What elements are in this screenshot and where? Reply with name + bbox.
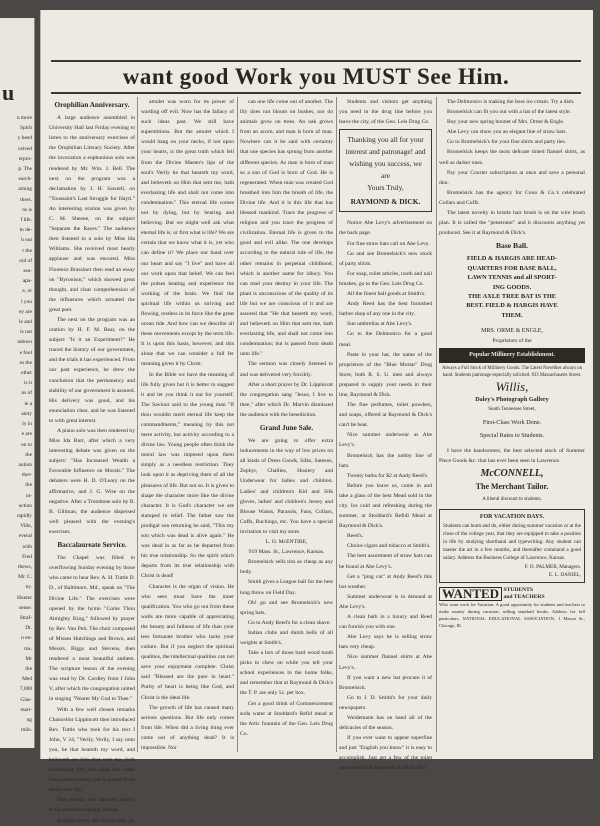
prev-page-line-fragment: ey are	[18, 308, 32, 315]
vacation-heading: FOR VACATION DAYS.	[479, 514, 545, 521]
column-3	[240, 97, 333, 752]
paragraph: Go and see Bromelsick's new stock of party shirts.	[339, 250, 432, 267]
paragraph: In olden times, the Doctor said, an	[57, 817, 135, 824]
baseball-ad-line: QUARTERS FOR BASE BALL,	[467, 264, 557, 272]
prev-page-line-fragment: to de-	[19, 227, 32, 234]
prev-page-line-fragment: Fred	[22, 553, 32, 560]
column-5	[439, 97, 585, 752]
prev-page-line-fragment: nt-	[26, 492, 32, 499]
column-rule	[336, 97, 337, 752]
paragraph: Choice cigars and tobacco at Smith's.	[347, 543, 431, 550]
millinery-heading: MRS. ORME & ENGLE,	[481, 328, 543, 335]
paragraph: Andy Reed has the best furnished barber shop of any one in the city.	[339, 301, 432, 318]
vacation-signature: F. O. PALMER, Managers.	[524, 563, 581, 570]
prev-page-line-fragment: r the	[22, 247, 32, 254]
paragraph: Bromelsick has the nobby line of hats.	[339, 452, 432, 469]
prev-page-line-fragment: with	[22, 543, 32, 550]
prev-page-line-fragment: l you	[21, 298, 32, 305]
paragraph: The Delmonico is making the boss ice cream. Try a dish.	[447, 99, 575, 105]
box-ad-line: Thanking you all for your	[347, 135, 424, 145]
newspaper-page	[40, 10, 593, 824]
paragraph: If you want a new hat procure it of Bromelsick.	[339, 674, 432, 691]
box-ad-line: wishing you success, we are	[349, 159, 422, 181]
prev-page-line-fragment: n en-	[21, 635, 32, 642]
paragraph: Go to Andy Reed's for a clean shave.	[248, 619, 331, 626]
paragraph: In the Bible we have the meaning of life fully given but it is better to suggest it and let you think it out for yourself. The Saviour said to the young man "If thou wouldst merit eternal life keep the commandments," meaning by this not mere activity, but activity according to a divine law. Young people often think the moral law was imposed upon them simply as a needless restriction. They look upon it as depriving them of all the pleasures of life. But not so. It is given to shape the character more like the divine character. It is God's character we are stamped in relief. The father saw the prodigal son returning he said, "This my son which was dead is alive again." He was dead in as far as he departed from his true relationship. So the spirit which departs from its true relationship with Christ is dead!	[141, 371, 234, 580]
paragraph: Indian clubs and dumb bells of all weights at Smith's.	[240, 629, 333, 646]
prev-page-line-fragment: thers.	[20, 196, 32, 203]
vacation-body: Students can learn and do, either during summer vacation or at the close of the college year, that they are equipped to take a position in life by studying shorthand and typewriting. Any student can master the art in a few months, and thereafter command a good salary. Address the Business College of Lawrence, Kansas.	[443, 522, 581, 562]
paragraph: Take a box of those hard wood tooth picks to chew on while you tell your school experiences to the home folks, and remember that at Raymond & Dick's the T. P. are only 5c. per box.	[240, 650, 333, 697]
paragraph: Bromelsick sells tins as cheap as any body.	[240, 559, 333, 576]
prev-page-line-fragment: ns of	[21, 390, 32, 397]
section-heading: Baccalaureate Service.	[57, 541, 127, 550]
baseball-ad-line: BEST. FIELD & HARGIS HAVE	[466, 302, 558, 310]
millinery-body: Always a Full Stock of Millinery Goods. The Latest Novelties always on hand. Students patronage especially solicited. 833 Massachusetts Street.	[441, 365, 583, 378]
prev-page-line-fragment: rapidly	[16, 512, 32, 519]
paragraph: Bromelsick can fit you out with a hat of the latest style.	[447, 109, 571, 116]
prev-page-line-fragment: sense.	[18, 604, 32, 611]
paragraph: Go to J. D. Smith's for your daily newspapers.	[339, 694, 432, 711]
paragraph: If you ever want to appear superfine and just "English you know" it is easy to accomplish. Just get a few of the toilet necessities that Raymond & Dick offer.	[339, 735, 432, 772]
wanted-sub: STUDENTS	[503, 587, 534, 594]
column-rule	[137, 97, 138, 752]
paragraph: A piano solo was then rendered by Miss Ida Burr, after which a very interesting debate was given on the subject: "Has Increased Wealth a Favorable Influence on Morals." The debaters were H. D. O'Leary on the affirmative, and J. G. Wise on the negative. After a Trombone solo by R. B. Gillman, the audience dispersed well pleased with the evening's exercises.	[49, 428, 135, 535]
paragraph: can one life come out of another. The lily does not bloom on bushes, nor do animals grow on trees. An oak grows from an acorn, and man is born of man. Nowhere can it be said with certainty that one species has sprung from another different species. As man is born of man so a son of God is born of God. He is regenerated. When man was created God breathed into him the breath of life, the Divine life. And it is this life that has blessed mankind. Trace the progress of religion and you trace the progress of civilization. Eternal life is given to the good and evil alike. The one develops according to the natural rule of life, the other remains in perpetual childhood, which is another name for idiocy. You can read your destiny in your life. The plant is unconscious of the quality of its life but we are conscious of it and are assured that "He that heareth my word, and believeth on Him that sent me, hath everlasting life, and shall not come into condemnation; but is passed from death unto life."	[240, 99, 333, 358]
prev-page-line-fragment: 7,000	[19, 686, 32, 693]
prev-page-line-fragment: is it	[24, 380, 32, 387]
section-heading: Orophilian Anniversary.	[54, 101, 130, 109]
prev-page-line-fragment: e, or	[22, 288, 32, 295]
paragraph: Go to Bromelsick's for your fine shirts and party ties.	[447, 139, 567, 146]
gallery-address: South Tennessee Street,	[488, 406, 536, 412]
prev-page-line-fragment: h out	[21, 237, 32, 244]
prev-page-line-fragment: le and	[18, 319, 32, 326]
prev-page-text-fragments	[0, 113, 34, 735]
wanted-sub: and TEACHERS	[503, 594, 545, 601]
paragraph: Get a good drink of Commencement soda water at Stoddard's Refid mead at the Artic fountain of the Geo. Leis Drug Co.	[240, 700, 333, 737]
paragraph: After a short prayer by Dr. Lippincott the congregation sang "Jesus, I live to thee," after which Dr. Marvin dismissed the audience with the benediction.	[240, 381, 333, 418]
baseball-ad-line: LAWN TENNIS and all SPORT-	[467, 274, 557, 282]
prev-page-line-fragment: thews,	[18, 563, 32, 570]
box-ad-signature: RAYMOND & DICK.	[350, 197, 421, 207]
paragraph: Abe Levy says he is selling straw hats very cheap.	[339, 634, 432, 651]
paragraph: amulet was worn for its power of warding off evil. Now has the fallacy of such ideas past. We still have superstitions. But the amulet which I would hang on your necks, if not upon your hearts, is the great truth which fell from the Divine Master's lips of the soul's Verily he that heareth my word, and believeth on Him that sent me, hath everlasting life and shall not come into condemnation." This eternal life comes not by dying, but by hearing and believing. But we might well ask what eternal life is, or first what is life? We are certain that we know what it is, yet who can define it? We place our hand over our heart and say "I live" and have all our work upon that belief. We can feel the pulses beating and experience the working of the brain. We find the spiritual life within us striving and flowing, restless in its force like the great ocean tide. And how can we describe all these movements except by the term life. It is upon this basis, however, and this alone that we can consider a full fer meaning given it by Christ.	[141, 99, 234, 368]
paragraph: Sun umbrellas at Abe Levy's.	[347, 321, 413, 328]
prev-page-line-fragment: Dr.	[25, 625, 32, 632]
prev-page-line-fragment: the	[25, 665, 32, 672]
prev-page-line-fragment: other	[20, 370, 32, 377]
prev-page-line-fragment: on to	[21, 441, 32, 448]
paragraph: Get a "ping cut" at Andy Reed's this hot weather.	[339, 573, 432, 590]
paragraph: Go to the Delmonico for a good meal.	[339, 331, 432, 348]
paragraph: Bromelsick has the agency for Coon & Co.'s celebrated Collars and Cuffs.	[439, 189, 585, 206]
wanted-body: Who want work for Vacation. A good opportunity for students and teachers to make money during vacation, selling standard books. Address for full particulars, NATIONAL EDUCATIONAL ASSOCIATION, 1 Mason St., Chicago, Ill.	[439, 602, 585, 628]
paragraph: Abe Levy can show you an elegant line of straw hats.	[447, 129, 567, 136]
ad-address: 919 Mass. St., Lawrence, Kansas.	[248, 549, 325, 556]
prev-page-line-fragment: f life.	[20, 217, 32, 224]
paragraph: Twenty baths for $2 at Andy Reed's.	[347, 472, 429, 479]
paragraph: All the finest ball goods at Smith's.	[347, 291, 426, 298]
prev-page-line-fragment: Ville,	[20, 523, 32, 530]
ad-signature: L. O. McENTIRE,	[265, 539, 308, 546]
prev-page-line-fragment: Mr	[25, 655, 32, 662]
prev-page-line-fragment: ndown	[17, 339, 32, 346]
paragraph: Notice Abe Levy's advertisement on the back page.	[339, 220, 432, 237]
prev-page-line-fragment: aution	[18, 461, 32, 468]
prev-page-line-fragment: Straf-	[19, 614, 32, 621]
paragraph: Buy your new spring bonnet of Mrs. Orme & Engle.	[447, 119, 565, 126]
paragraph: The best assortment of straw hats can be found at Abe Levy's.	[339, 553, 432, 570]
prev-page-line-fragment: apa-	[22, 278, 32, 285]
paragraph: Oh! go and see Bromelsick's new spring hats.	[240, 599, 333, 616]
paragraph: Pay your Courier subscription at once and save a personal dun.	[439, 169, 585, 186]
wanted-ad	[439, 587, 585, 629]
paragraph: Before you leave us, come in and take a glass of the best Mead sold in the city. Ice cold and refreshing during the summer, at Stoddard's Refidl Mead at Raymond & Dick's.	[339, 482, 432, 530]
column-rule	[436, 97, 437, 752]
paragraph: For fine straw hats call on Abe Levy.	[347, 240, 430, 247]
prev-page-line-fragment: anity	[21, 410, 32, 417]
prev-page-line-fragment: the	[25, 451, 32, 458]
baseball-heading: Base Ball.	[495, 241, 529, 251]
prev-page-line-fragment: Med	[22, 676, 32, 683]
column-1	[49, 97, 135, 824]
baseball-ad-line: ING GOODS.	[492, 283, 532, 291]
prev-page-line-fragment: ns is	[22, 206, 32, 213]
prev-page-line-fragment: uction	[18, 502, 32, 509]
paragraph: We are going to offer extra inducements in the way of low prices on all kinds of Dress Goods, Silks, Sateens, Zephyr, Challies, Hosiery and Underwear for ladies and children. Ladies' and children's Kid and Silk gloves, ladies' and children's Jersey and Blouse Waists, Parasols, Fans, Collars, Cuffs, Ruchings, etc. You have a special invitation to visit my store.	[240, 438, 333, 535]
gallery-special: Special Rates to Students.	[479, 431, 545, 439]
prev-page-line-fragment: n more	[16, 115, 32, 121]
baseball-ad-line: FIELD & HARGIS ARE HEAD-	[466, 255, 558, 263]
paragraph: Paste in your hat, the name of the proprietors of the "Blue Mortar" Drug Store, both R. S. U. men and always prepared to supply your needs in their line, Raymond & Dick.	[339, 351, 432, 398]
paragraph: Character is the organ of vision. He who sees must have the inner qualification. You who go out from these walls are more capable of appreciating the beauty and fullness of life than your less fortunate brother who lacks your culture. But if you neglect the spiritual qualities, the intellectual qualities can not save your enjoyment complete. Christ said "Blessed are the pure in heart." Purity of heart is being like God, and Christ is the ideal life.	[141, 583, 234, 701]
prev-page-line-fragment: e fool	[19, 349, 32, 356]
prev-page-header-fragment: u	[2, 80, 15, 105]
paragraph: The Chapel was filled to overflowing Sunday evening by those who came to hear Rev. A. H. Tuttle D. D., of Baltimore, Md., speak on "The Divine Life." The exercises were opened by the hymn "Come Thou Almighty King," followed by prayer by Rev. Van Pelt. The choir composed of Misses Hutchings and Brown, and Messrs. Biggs and Stevens, then rendered a most beautiful anthem. The scripture lesson of the evening was read by Dr. Cordley from I John V, after which the congregation united in singing "Nearer My God to Thee."	[49, 555, 135, 703]
prev-page-line-fragment: Mr. C.	[18, 574, 32, 581]
wanted-heading: WANTED	[439, 587, 502, 601]
prev-page-line-fragment: the	[25, 482, 32, 489]
paragraph: Weidemann has on hand all of the delicacies of the season.	[339, 714, 432, 732]
paragraph: The fine perfumes, toilet powders, and soaps, offered at Raymond & Dick's can't be beat.	[339, 402, 432, 429]
prev-page-line-fragment: oul of	[19, 257, 32, 264]
section-heading: Grand June Sale.	[259, 424, 314, 432]
prev-page-line-fragment: ny.	[25, 584, 32, 591]
prev-page-line-fragment: mile.	[21, 727, 32, 734]
millinery-sub: Proprietors of the	[492, 338, 532, 345]
column-2	[141, 97, 234, 752]
gallery-name: Daley's Photograph Gallery	[475, 395, 549, 403]
paragraph: Smith gives a League ball for the best long throw on Field Day.	[240, 579, 333, 596]
box-ad-line: interest and patronage! and	[345, 147, 426, 157]
prev-page-line-fragment: e are	[21, 431, 32, 438]
paragraph: The latest novelty in bristle hair brush is on the wire brush plan. It is called the "penetrator" and it discounts anything yet produced. See it at Raymond & Dick's.	[439, 210, 585, 237]
prev-page-line-fragment: Hunter	[17, 594, 32, 601]
box-ad-line: Yours Truly,	[367, 183, 404, 193]
page-banner: want good Work you MUST See Him.	[51, 60, 581, 94]
gallery-tagline: First-Class Work Done.	[482, 418, 542, 426]
prev-page-line-fragment: es the	[19, 359, 32, 366]
raymond-dick-box-ad	[339, 129, 432, 212]
prev-page-line-fragment: Spirit	[20, 125, 32, 132]
prev-page-line-fragment: y heed	[17, 135, 32, 142]
prev-page-line-fragment: erpro-	[18, 155, 32, 162]
baseball-ad-line: THE AXLE TREE BAT IS THE	[467, 293, 557, 301]
vacation-ad	[439, 509, 585, 583]
prev-page-line-fragment: Glas-	[20, 696, 32, 703]
willis-logo: Willis,	[495, 378, 529, 394]
prev-page-line-fragment: mart-	[20, 706, 32, 713]
mcconnell-name: McCONNELL,	[480, 468, 544, 480]
paragraph: Nice summer flannel shirts at Abe Levy's.	[339, 654, 432, 671]
paragraph: The sermon was directed mainly to the present outgoing classes.	[49, 797, 135, 814]
baseball-ad	[439, 254, 585, 320]
prev-page-line-fragment: earch-	[18, 176, 32, 183]
prev-page-line-fragment: rns.	[24, 645, 32, 652]
prev-page-line-fragment: sea-	[23, 268, 32, 275]
paragraph: For soap, toilet articles, tooth and nail brushes, go to the Geo. Leis Drug Co.	[339, 270, 432, 287]
prev-page-line-fragment: p. The	[18, 166, 32, 173]
paragraph: Nice summer underwear at Abe Levy's.	[339, 432, 432, 449]
paragraph: The growth of life has caused many serious questions. But life only comes from life. When did a living thing ever come out of anything dead? It is impossible. Nor	[141, 704, 234, 751]
vacation-signature: E. L. DANIEL,	[548, 571, 581, 578]
tailor-title: The Merchant Tailor.	[475, 482, 549, 492]
millinery-banner: Popular Millinery Establishment.	[439, 348, 585, 362]
prev-page-line-fragment: arning	[18, 186, 32, 193]
column-rule	[237, 97, 238, 752]
baseball-ad-line: THEM.	[501, 311, 523, 319]
tailor-discount: A liberal discount to students.	[482, 497, 542, 503]
paragraph: A large audience assembled in University Hall last Friday evening to listen to the anniversary exercises of the Orophilian Literary Society. After the invocation a euphonious solo was rendered by Mr. Wm. J. Bell. The next on the program was a declamation by J. H. Sawtell, on "Toussaint's Last Struggle for Hayti." An interesting oration was given by C. M. Sheene, on the subject "Separate the Races." The audience then listened to a solo by Miss Ida Williams. She received most hearty applause and was encored. Miss Florence Brassiner then read an essay on "Byronism," which showed great thought, and clear comprehension of the influences which actuated the great poet.	[49, 115, 135, 313]
prev-page-line-fragment: ceived	[17, 145, 32, 152]
paragraph: Reed's.	[347, 533, 364, 540]
prev-page-line-fragment: ly in	[22, 421, 32, 428]
paragraph: The sermon was closely listened to and was delivered very forcibly.	[240, 361, 333, 378]
prev-page-line-fragment: ie a	[24, 400, 32, 407]
previous-page-edge	[0, 18, 35, 748]
prev-page-line-fragment: everal	[18, 533, 32, 540]
paragraph: I have the handsomest, the best selected stock of Summer Piece Goods &c. that has ever been seen in Lawrence.	[439, 448, 585, 465]
paragraph: Students and visitors get anything you need in the drug line before you leave the city, of the Geo. Leis Drug Co.	[339, 99, 432, 126]
paragraph: Summer underwear is in demand at Abe Levy's.	[339, 593, 432, 610]
paragraph: The next on the program was an oration by H. F. M. Bear, on the subject "Is it an Experiment?" He traced the history of our government, and the trials it has experienced. From our past experience, he drew the conclusion that the permanency and stability of our government is assured. His delivery was good, and his enunciation clear, and he was listened to with great interest.	[49, 316, 135, 424]
paragraph: Bromelsick keeps the most delicate tinted flannel shirts, as well as darker ones.	[439, 149, 585, 166]
paragraph: With a few well chosen remarks Chancellor Lippincott then introduced Rev. Tuttle who took for his text I John, V 24, "Verily, Verily, I say unto you, he that heareth my word, and believeth on him that sent me, hath everlasting life, and shall not come into condemnation; but is passed from death unto life."	[49, 706, 135, 794]
prev-page-line-fragment: ng	[26, 716, 32, 723]
prev-page-line-fragment: is not	[20, 329, 32, 336]
column-4	[339, 97, 432, 772]
paragraph: A clean bath in a luxury and Reed can furnish you with one.	[339, 614, 432, 631]
prev-page-line-fragment: ther-	[21, 472, 32, 479]
